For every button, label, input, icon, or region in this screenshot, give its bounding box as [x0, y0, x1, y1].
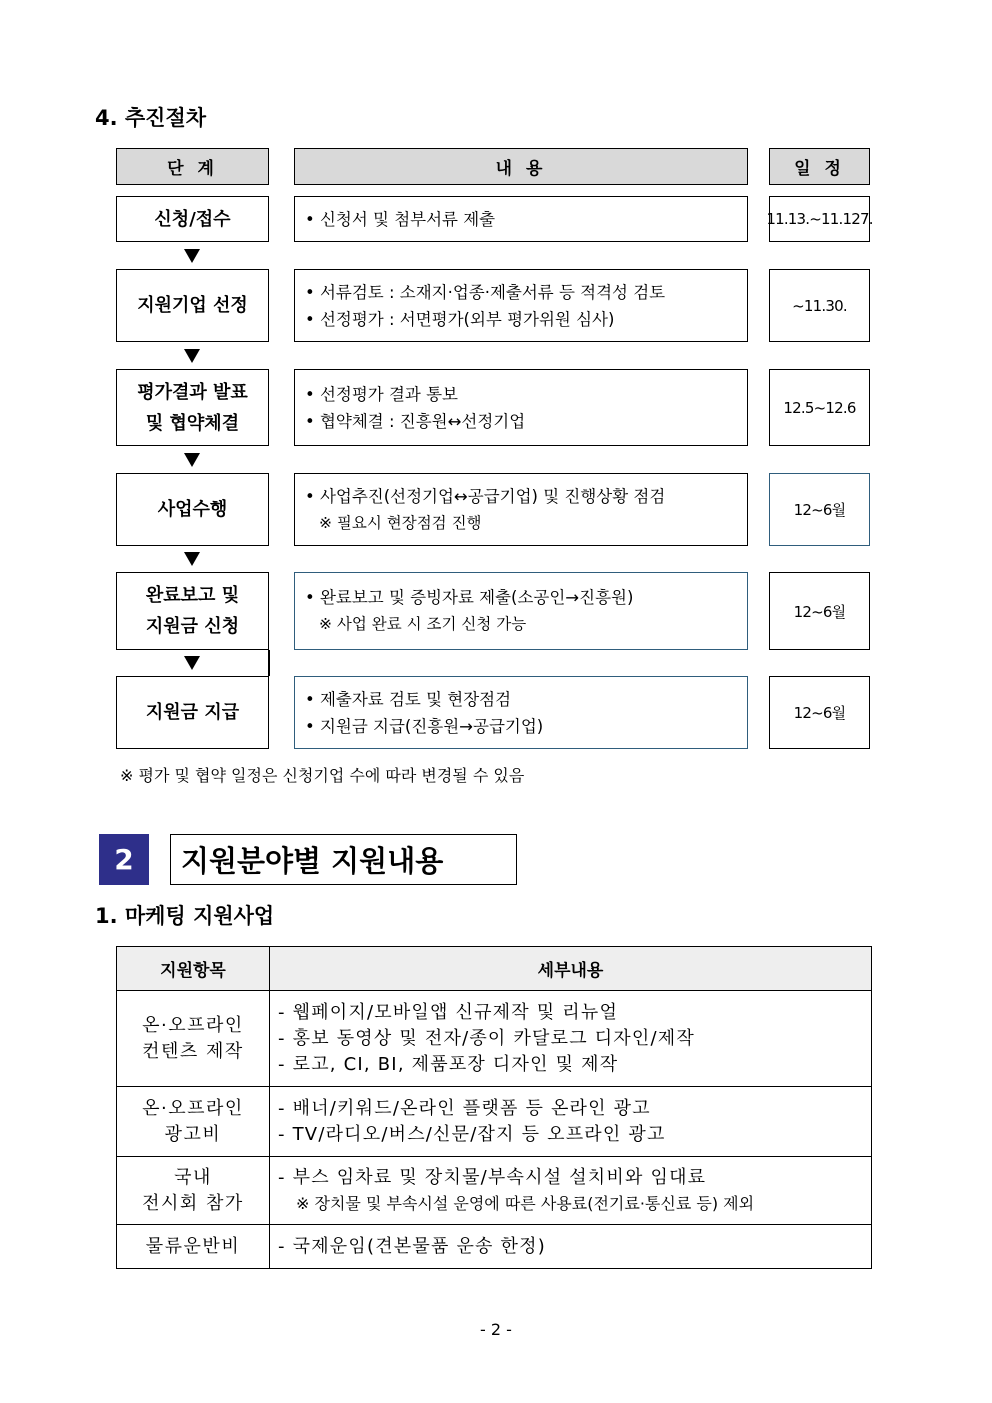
stage-label-line: 지원기업 선정	[137, 295, 248, 316]
support-item-line: 온·오프라인	[142, 1014, 244, 1036]
section-4-title: 4. 추진절차	[95, 106, 207, 130]
support-detail-cell	[270, 1157, 872, 1225]
step-content	[294, 369, 748, 446]
detail-line: - 로고, CI, BI, 제품포장 디자인 및 제작	[278, 1053, 619, 1075]
content-header: 내 용	[294, 148, 748, 185]
support-detail-cell	[270, 1225, 872, 1269]
step-content	[294, 572, 748, 650]
detail-line: - TV/라디오/버스/신문/잡지 등 오프라인 광고	[278, 1123, 666, 1145]
support-item-line: 광고비	[164, 1123, 222, 1145]
content-bullet: • 선정평가 결과 통보	[305, 381, 737, 408]
marketing-support-table	[116, 946, 872, 1269]
step-content	[294, 676, 748, 749]
table-row	[117, 1225, 872, 1269]
stage-label-line: 사업수행	[157, 499, 228, 520]
detail-line: - 홍보 동영상 및 전자/종이 카달로그 디자인/제작	[278, 1027, 695, 1049]
support-item-cell	[117, 1157, 270, 1225]
content-bullet: • 협약체결 : 진흥원↔선정기업	[305, 408, 737, 435]
section-title: 지원분야별 지원내용	[170, 834, 517, 885]
support-item-cell	[117, 1225, 270, 1269]
stage-header: 단 계	[116, 148, 269, 185]
support-item-line: 물류운반비	[145, 1235, 241, 1257]
item-column-header: 지원항목	[117, 947, 270, 991]
content-note: ※ 사업 완료 시 조기 신청 가능	[319, 615, 527, 633]
table-row	[117, 1087, 872, 1157]
step-schedule: 11.13.~11.127.	[769, 196, 870, 242]
support-detail-cell	[270, 991, 872, 1087]
content-note: ※ 필요시 현장점검 진행	[319, 513, 482, 532]
schedule-header: 일 정	[769, 148, 870, 185]
content-bullet: • 지원금 지급(진흥원→공급기업)	[305, 713, 737, 740]
schedule-footnote: ※ 평가 및 협약 일정은 신청기업 수에 따라 변경될 수 있음	[120, 766, 525, 785]
detail-line: - 국제운임(견본물품 운송 한정)	[278, 1235, 546, 1257]
table-row	[117, 1157, 872, 1225]
support-item-line: 컨텐츠 제작	[142, 1040, 244, 1062]
content-bullet: • 제출자료 검토 및 현장점검	[305, 686, 737, 713]
subsection-title: 1. 마케팅 지원사업	[95, 904, 275, 928]
flow-arrow-down-icon	[184, 249, 200, 263]
flow-arrow-down-icon	[184, 656, 200, 670]
step-stage	[116, 269, 269, 342]
detail-column-header: 세부내용	[270, 947, 872, 991]
support-detail-cell	[270, 1087, 872, 1157]
detail-line: - 배너/키워드/온라인 플랫폼 등 온라인 광고	[278, 1097, 651, 1119]
content-bullet: • 사업추진(선정기업↔공급기업) 및 진행상황 점검	[305, 483, 737, 510]
detail-note: ※ 장치물 및 부속시설 운영에 따른 사용료(전기료·통신료 등) 제외	[296, 1193, 755, 1213]
content-bullet: • 선정평가 : 서면평가(외부 평가위원 심사)	[305, 306, 737, 333]
flow-arrow-down-icon	[184, 453, 200, 467]
step-content	[294, 473, 748, 546]
content-bullet: • 신청서 및 첨부서류 제출	[305, 206, 737, 233]
step-content	[294, 196, 748, 242]
step-content	[294, 269, 748, 342]
flow-arrow-down-icon	[184, 552, 200, 566]
stage-label-line: 지원금 지급	[145, 702, 240, 723]
table-row	[117, 991, 872, 1087]
support-item-line: 온·오프라인	[142, 1097, 244, 1119]
support-item-line: 국내	[174, 1166, 212, 1188]
content-bullet: • 서류검토 : 소재지·업종·제출서류 등 적격성 검토	[305, 279, 737, 306]
step-stage	[116, 196, 269, 242]
page-number: - 2 -	[480, 1320, 512, 1339]
step-stage	[116, 473, 269, 546]
step-schedule: 12~6월	[769, 676, 870, 749]
step-stage	[116, 676, 269, 749]
step-schedule: 12~6월	[769, 572, 870, 650]
step-schedule: 12.5~12.6	[769, 369, 870, 446]
step-stage	[116, 369, 269, 446]
section-number-badge: 2	[99, 834, 149, 885]
content-bullet: • 완료보고 및 증빙자료 제출(소공인→진흥원)	[305, 584, 737, 611]
support-item-cell	[117, 991, 270, 1087]
stage-label-line: 평가결과 발표	[137, 381, 248, 403]
support-item-line: 전시회 참가	[142, 1192, 244, 1214]
stage-label-line: 완료보고 및	[145, 585, 240, 606]
stage-label-line: 신청/접수	[154, 208, 231, 230]
step-schedule: ~11.30.	[769, 269, 870, 342]
detail-line: - 부스 임차료 및 장치물/부속시설 설치비와 임대료	[278, 1166, 707, 1188]
flow-connector-line	[268, 650, 270, 676]
flow-arrow-down-icon	[184, 349, 200, 363]
stage-label-line: 지원금 신청	[145, 616, 240, 637]
step-stage	[116, 572, 269, 650]
stage-label-line: 및 협약체결	[145, 412, 240, 434]
detail-line: - 웹페이지/모바일앱 신규제작 및 리뉴얼	[278, 1001, 619, 1023]
support-item-cell	[117, 1087, 270, 1157]
step-schedule: 12~6월	[769, 473, 870, 546]
